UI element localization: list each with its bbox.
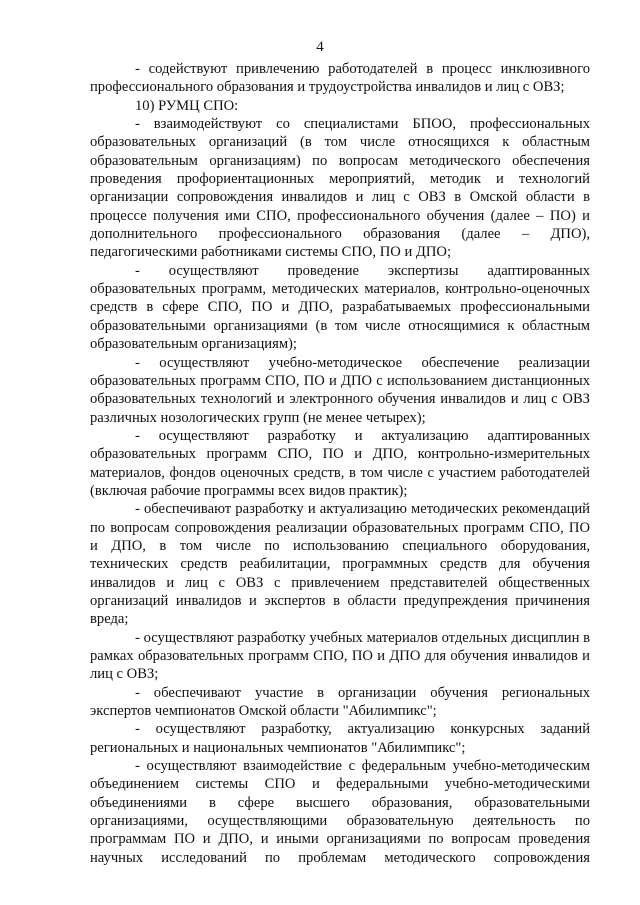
paragraph-interaction-specialists: - взаимодействуют со специалистами БПОО, профессиональных образовательных организаций (в том числе относящихся к областным образовательным организациям) по вопросам методического обеспечения проведения профориентационных мероприятий, методик и технологий организации сопровождения инвалидов и лиц с ОВЗ в Омской области в процессе получения ими СПО, профессионального обучения (далее – ПО) и дополнительного профессионального образования (далее – ДПО), педагогическими работниками системы СПО, ПО и ДПО; (90, 116, 590, 261)
paragraph-program-development: - осуществляют разработку и актуализацию адаптированных образовательных программ СПО, ПО и ДПО, контрольно-измерительных материалов, фондов оценочных средств, в том числе с участием работодателей (включая рабочие программы всех видов практик); (90, 427, 590, 499)
paragraph-expertise: - осуществляют проведение экспертизы адаптированных образовательных программ, методических материалов, контрольно-оценочных средств в сфере СПО, ПО и ДПО, разрабатываемых профессиональными образовательными организациями (в том числе относящимися к областным образовательным организациям); (90, 262, 590, 353)
paragraph-methodical-support: - осуществляют учебно-методическое обеспечение реализации образовательных программ СПО, ПО и ДПО с использованием дистанционных образовательных технологий и электронного обучения инвалидов и лиц с ОВЗ различных нозологических групп (не менее четырех); (90, 354, 590, 426)
paragraph-expert-training: - обеспечивают участие в организации обучения региональных экспертов чемпионатов Омской области "Абилимпикс"; (90, 684, 590, 720)
page-number: 4 (316, 39, 324, 55)
paragraph-employers: - содействуют привлечению работодателей в процесс инклюзивного профессионального образования и трудоустройства инвалидов и лиц с ОВЗ; (90, 61, 590, 96)
paragraph-recommendations: - обеспечивают разработку и актуализацию методических рекомендаций по вопросам сопровождения реализации образовательных программ СПО, ПО и ДПО, в том числе по использованию специального оборудования, технических средств реабилитации, программных средств для обучения инвалидов и лиц с ОВЗ с привлечением представителей общественных организаций инвалидов и экспертов в области предупреждения причинения вреда; (90, 501, 590, 628)
paragraph-section-heading: 10) РУМЦ СПО: (135, 97, 239, 114)
paragraph-competition-tasks: - осуществляют разработку, актуализацию конкурсных заданий региональных и национальных чемпионатов "Абилимпикс"; (90, 721, 590, 756)
paragraph-teaching-materials: - осуществляют разработку учебных материалов отдельных дисциплин в рамках образовательных программ СПО, ПО и ДПО для обучения инвалидов и лиц с ОВЗ; (90, 629, 590, 683)
document-body (90, 60, 590, 867)
paragraph-federal-cooperation: - осуществляют взаимодействие с федеральным учебно-методическим объединением системы СПО и федеральными учебно-методическими объединениями в сфере высшего образования, образовательными организациями, осуществляющими образовательную деятельность по программам ПО и ДПО, и иными организациями по вопросам проведения научных исследований по проблемам методического сопровождения (90, 758, 590, 866)
